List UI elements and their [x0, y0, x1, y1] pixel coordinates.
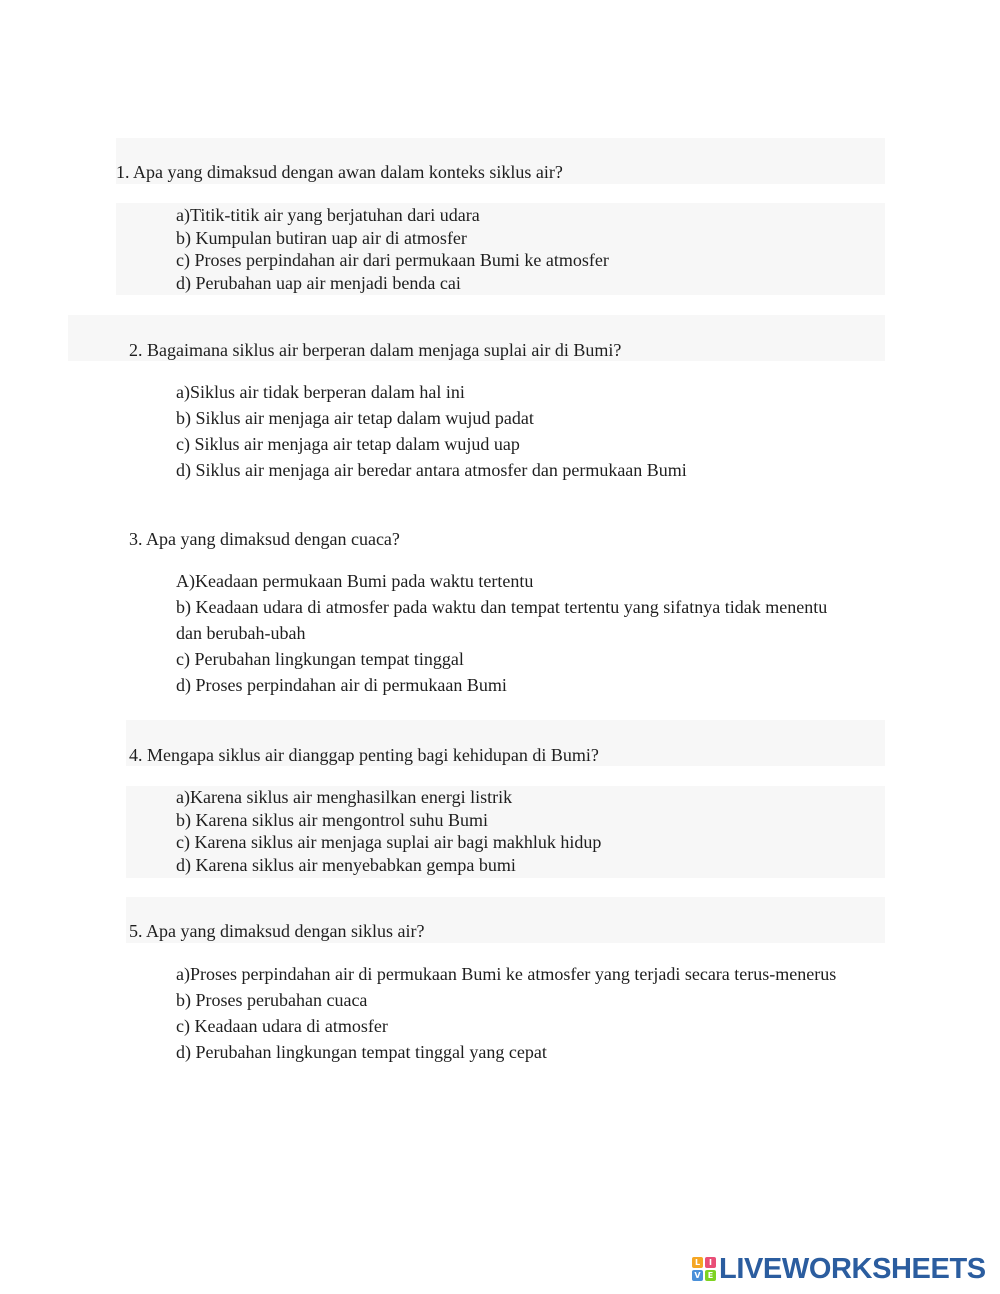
option-3b[interactable]: b) Keadaan udara di atmosfer pada waktu dan tempat tertentu yang sifatnya tidak menentu dan berubah-ubah — [176, 597, 828, 643]
mark-tile: I — [705, 1257, 716, 1268]
option-3c[interactable]: c) Perubahan lingkungan tempat tinggal — [176, 649, 464, 669]
option-4c[interactable]: c) Karena siklus air menjaga suplai air bagi makhluk hidup — [176, 832, 602, 852]
option-1b[interactable]: b) Kumpulan butiran uap air di atmosfer — [176, 227, 467, 248]
liveworksheets-wordmark: LIVEWORKSHEETS — [719, 1252, 986, 1285]
option-5c[interactable]: c) Keadaan udara di atmosfer — [176, 1016, 388, 1036]
question-5: 5. Apa yang dimaksud dengan siklus air? — [129, 921, 425, 941]
mark-tile: L — [692, 1257, 703, 1268]
option-2d[interactable]: d) Siklus air menjaga air beredar antara atmosfer dan permukaan Bumi — [176, 460, 687, 480]
option-3a[interactable]: A)Keadaan permukaan Bumi pada waktu tertentu — [176, 571, 534, 591]
option-5b[interactable]: b) Proses perubahan cuaca — [176, 990, 368, 1010]
option-1a[interactable]: a)Titik-titik air yang berjatuhan dari udara — [176, 205, 480, 225]
options-1 — [176, 204, 609, 294]
options-2 — [176, 379, 687, 483]
option-2c[interactable]: c) Siklus air menjaga air tetap dalam wujud uap — [176, 434, 520, 454]
options-4 — [176, 786, 601, 876]
option-4a[interactable]: a)Karena siklus air menghasilkan energi listrik — [176, 787, 513, 807]
option-5a[interactable]: a)Proses perpindahan air di permukaan Bumi ke atmosfer yang terjadi secara terus-menerus — [176, 964, 837, 984]
option-1d[interactable]: d) Perubahan uap air menjadi benda cai — [176, 272, 461, 293]
option-2a[interactable]: a)Siklus air tidak berperan dalam hal ini — [176, 382, 465, 402]
option-3d[interactable]: d) Proses perpindahan air di permukaan Bumi — [176, 675, 507, 695]
mark-tile: E — [705, 1270, 716, 1281]
liveworksheets-logo — [692, 1254, 986, 1284]
options-3 — [176, 568, 856, 698]
options-5 — [176, 961, 856, 1065]
option-2b[interactable]: b) Siklus air menjaga air tetap dalam wujud padat — [176, 408, 534, 428]
mark-tile: V — [692, 1270, 703, 1281]
liveworksheets-mark-icon — [692, 1257, 716, 1281]
option-4d[interactable]: d) Karena siklus air menyebabkan gempa bumi — [176, 854, 516, 875]
option-4b[interactable]: b) Karena siklus air mengontrol suhu Bumi — [176, 809, 488, 830]
option-1c[interactable]: c) Proses perpindahan air dari permukaan Bumi ke atmosfer — [176, 250, 609, 270]
option-5d[interactable]: d) Perubahan lingkungan tempat tinggal yang cepat — [176, 1042, 547, 1062]
question-2: 2. Bagaimana siklus air berperan dalam menjaga suplai air di Bumi? — [129, 340, 622, 360]
question-1: 1. Apa yang dimaksud dengan awan dalam konteks siklus air? — [116, 162, 563, 182]
question-3: 3. Apa yang dimaksud dengan cuaca? — [129, 529, 400, 549]
question-4: 4. Mengapa siklus air dianggap penting bagi kehidupan di Bumi? — [129, 745, 599, 765]
